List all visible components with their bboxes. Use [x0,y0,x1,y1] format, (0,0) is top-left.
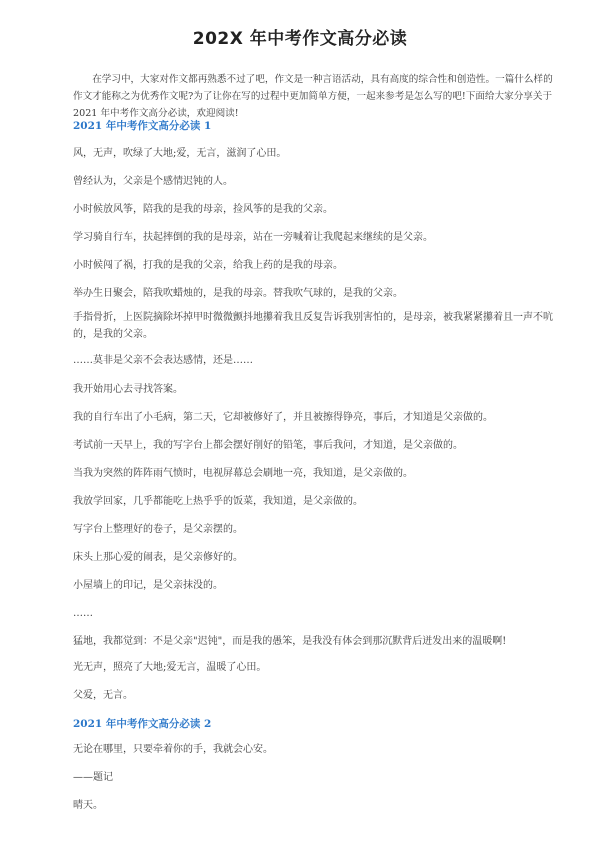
paragraph: 我开始用心去寻找答案。 [73,384,183,395]
paragraph: 写字台上整理好的卷子，是父亲摆的。 [73,524,243,535]
paragraph: 晴天。 [73,800,103,811]
paragraph: 当我为突然的阵阵雨气愤时，电视屏幕总会刷地一亮，我知道，是父亲做的。 [73,468,413,479]
paragraph: 举办生日聚会，陪我吹蜡烛的，是我的母亲。替我吹气球的，是我的父亲。 [73,288,403,299]
paragraph: ——题记 [73,772,113,783]
paragraph: 风，无声，吹绿了大地;爱，无言，滋润了心田。 [73,148,287,159]
paragraph: 床头上那心爱的闹表，是父亲修好的。 [73,552,243,563]
paragraph: 小时候闯了祸，打我的是我的父亲，给我上药的是我的母亲。 [73,260,343,271]
paragraph: 曾经认为，父亲是个感情迟钝的人。 [73,176,233,187]
paragraph: …… [73,608,93,619]
paragraph: 父爱，无言。 [73,690,133,701]
intro-paragraph: 在学习中，大家对作文都再熟悉不过了吧，作文是一种言语活动，具有高度的综合性和创造性。一篇什么样的作文才能称之为优秀作文呢?为了让你在写的过程中更加简单方便，一起来参考是怎么写的吧!下面给大家分享关于 2021 年中考作文高分必读，欢迎阅读! [73,74,553,119]
document-title: 202X 年中考作文高分必读 [192,29,408,49]
paragraph: 猛地，我都觉到：不是父亲"迟钝"，而是我的愚笨，是我没有体会到那沉默背后迸发出来的温暖啊! [73,636,507,647]
paragraph: 小时候放风筝，陪我的是我的母亲，捡风筝的是我的父亲。 [73,204,333,215]
section-heading-2: 2021 年中考作文高分必读 2 [73,718,212,730]
paragraph: 无论在哪里，只要牵着你的手，我就会心安。 [73,744,273,755]
section-heading-1: 2021 年中考作文高分必读 1 [73,120,212,132]
paragraph: 我的自行车出了小毛病，第二天，它却被修好了，并且被擦得铮亮，事后，才知道是父亲做的。 [73,412,493,423]
paragraph: 小屋墙上的印记，是父亲抹没的。 [73,580,223,591]
paragraph: 手指骨折，上医院摘除坏掉甲时微微颤抖地攥着我且反复告诉我别害怕的，是母亲，被我紧紧攥着且一声不吭的，是我的父亲。 [73,312,553,340]
paragraph: 学习骑自行车，扶起摔倒的我的是母亲，站在一旁喊着让我爬起来继续的是父亲。 [73,232,433,243]
paragraph: 考试前一天早上，我的写字台上都会摆好削好的铅笔，事后我问，才知道，是父亲做的。 [73,440,463,451]
paragraph: ……莫非是父亲不会表达感情，还是…… [73,355,253,366]
paragraph: 我放学回家，几乎都能吃上热乎乎的饭菜，我知道，是父亲做的。 [73,496,363,507]
paragraph: 光无声，照亮了大地;爱无言，温暖了心田。 [73,662,267,673]
